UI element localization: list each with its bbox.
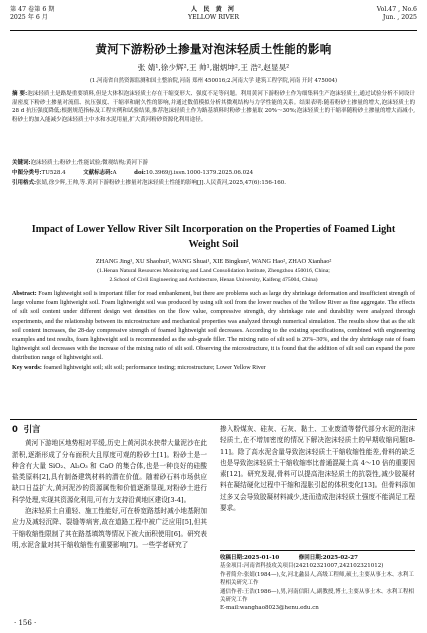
header-center bbox=[10, 6, 417, 22]
volume-en: Vol.47 , No.6 bbox=[376, 6, 417, 13]
email: E-mail:wanghao8023@henu.edu.cn bbox=[220, 605, 319, 612]
journal-name-en: YELLOW RIVER bbox=[188, 14, 239, 21]
received-text: 收稿日期:2025-01-10 bbox=[220, 555, 280, 561]
header-right bbox=[377, 6, 417, 22]
abstract-rule bbox=[10, 419, 417, 420]
keywords-cn-label: 关键词: bbox=[12, 160, 31, 166]
fund-info: 基金项目:河南省科技攻关项目(242102321007,242102321012) bbox=[220, 563, 384, 570]
clc-label: 中图分类号: bbox=[12, 170, 42, 176]
body-paragraph: 掺入粉煤灰、硅灰、石灰、黏土、工业废渣等替代部分水泥的泡沫轻质土,在不增加密度的情况下解决泡沫轻质土的早期收缩问题[8-11]。除了高水泥含量导致泡沫轻质土干缩收缩性能差,骨料的缺乏也是导致泡沫轻质土干缩收缩率比普通混凝土高 4～10 倍的重要因素[12]。研究发现,骨料可以提高泡沫轻质土的抗裂性,减少胶凝材料在凝结硬化过程中干缩和湿胀引起的体积变化[13]。但骨料添加过多又会导致胶凝材料减少,进而造成泡沫轻质土强度不能满足工程要求。 bbox=[220, 425, 415, 513]
section-number: 0 bbox=[12, 424, 18, 434]
affiliation-en-2: 2.School of Civil Engineering and Architecture, Henan University, Kaifeng 475004, China) bbox=[109, 277, 318, 283]
title-en: Impact of Lower Yellow River Silt Incorporation on the Properties of Foamed Light Weight Soil bbox=[31, 224, 396, 250]
revised-text: 修回日期:2025-02-27 bbox=[298, 555, 358, 561]
abstract-en bbox=[12, 290, 415, 373]
abstract-cn-label: 摘 要: bbox=[12, 91, 28, 97]
journal-name-cn: 人 民 黄 河 bbox=[190, 6, 237, 13]
doi-value: 10.3969/j.issn.1000-1379.2025.06.024 bbox=[145, 170, 254, 176]
keywords-cn-text: 泡沫轻质土;粉砂土;性能试验;微观结构;黄河下游 bbox=[30, 160, 148, 166]
keywords-en-text: foamed lightweight soil; silt soil; performance testing; microstructure; Lower Yellow River bbox=[43, 364, 266, 371]
received-date bbox=[220, 554, 415, 562]
classification-line bbox=[12, 169, 415, 178]
abstract-cn-text: 泡沫轻质土是路堤重要填料,但是大体积泡沫轻质土存在干缩变形大、强度不足等问题。利用黄河下游粉砂土作为细集料生产泡沫轻质土,通过试验分析不同设计湿密度下粉砂土掺量对流值、抗压强度、干缩率和耐久性的影响,并通过数值模拟分析其微观结构与力学性能的关系。结果表明:随着粉砂土掺量的增大,泡沫轻质土的 28 d 抗压强度降低;根据规范指标及工程实例和试验结果,推荐泡沫轻质土作为路基填料时粉砂土掺量取 20%～30%;泡沫轻质土的干缩率随粉砂土掺量的增大而减小,粉砂土的加入能减少泡沫轻质土中水和水泥用量,扩大黄河粉砂资源化利用途径。 bbox=[12, 91, 415, 123]
running-header bbox=[10, 6, 417, 28]
date-cn: 2025 年 6 月 bbox=[10, 14, 48, 21]
authors-en: ZHANG Jing¹, XU Shaohui², WANG Shuai¹, XIE Bingkun², WANG Hao², ZHAO Xianhao² bbox=[95, 258, 332, 265]
affiliation-en-1: (1.Henan Natural Resources Monitoring and Land Consolidation Institute, Zhengzhou 450016, China; bbox=[97, 268, 330, 274]
doc-code-label: 文献标志码: bbox=[83, 170, 113, 176]
affiliation-cn: (1.河南省自然资源监测和国土整治院,河南 郑州 450016;2.河南大学 建筑工程学院,河南 开封 475004) bbox=[89, 78, 338, 84]
body-column-left bbox=[12, 424, 207, 551]
authors-cn: 张 婧¹,徐少辉²,王 帅¹,谢炳坤²,王 浩²,赵显昊² bbox=[137, 63, 290, 72]
page-number: · 156 · bbox=[14, 619, 37, 627]
author-bio: 作者简介:张婧(1984—),女,河北蠡县人,高级工程师,硕士,主要从事土木、水利工程相关研究工作 bbox=[220, 571, 414, 587]
keywords-cn bbox=[12, 159, 415, 168]
section-title: 引言 bbox=[23, 424, 41, 434]
abstract-en-label: Abstract: bbox=[12, 291, 37, 297]
date-en: Jun. , 2025 bbox=[382, 14, 417, 21]
body-paragraph: 黄河下游地区地势相对平缓,历史上黄河洪水挟带大量泥沙在此淤积,逐渐形成了分布面积大且厚度可观的粉砂土[1]。粉砂土是一种含有大量 SiO₂、Al₂O₃ 和 CaO 的集合体,也是一种良好的硅酸盐类原料[2],具有制备建筑材料的潜在价值。随着砂石料市场供应缺口日益扩大,黄河泥沙的资源属性和价值逐渐显现,对粉砂土进行科学处理,实现其资源化利用,可有力支持沿黄地区建设[3-4]。 bbox=[12, 439, 207, 504]
volume-cn: 第 47 卷第 6 期 bbox=[10, 6, 55, 13]
doi-label: doi: bbox=[134, 170, 146, 176]
footnote-block bbox=[220, 550, 415, 613]
corresponding-author: 通信作者:王浩(1986—),男,河南信阳人,副教授,博士,主要从事土木、水利工程相关研究工作 bbox=[220, 588, 414, 604]
body-column-right bbox=[220, 424, 415, 514]
title-cn: 黄河下游粉砂土掺量对泡沫轻质土性能的影响 bbox=[95, 42, 332, 56]
body-paragraph: 泡沫轻质土自重轻、施工性能好,可在桥宽路基时减小地基附加应力及减轻沉降、裂缝等病害,故在道路工程中被广泛应用[5],但其干缩收缩性限制了其在路基填筑等情况下被大面积使用[6]。研究表明,水泥含量对其干缩收缩性有重要影响[7]。一些学者研究了 bbox=[12, 507, 207, 549]
citation-cn-text: 张婧,徐少辉,王帅,等.黄河下游粉砂土掺量对泡沫轻质土性能的影响[J].人民黄河,2025,47(6):156-160. bbox=[36, 180, 287, 186]
section-heading bbox=[12, 424, 207, 435]
doc-code-value: A bbox=[112, 170, 117, 176]
keywords-en-label: Key words: bbox=[12, 364, 42, 371]
citation-cn bbox=[12, 179, 415, 188]
header-rule bbox=[10, 30, 417, 31]
clc-value: TU528.4 bbox=[41, 170, 66, 176]
citation-cn-label: 引用格式: bbox=[12, 180, 37, 186]
keywords-en bbox=[12, 364, 415, 373]
abstract-cn bbox=[12, 90, 415, 124]
abstract-en-text: Foam lightweight soil is important filler for road embankment, but there are problems such as large dry shrinkage deformation and insufficient strength of large volume foam lightweight soil. Foam lightweight soil was produced by using silt soil from the lower reaches of the Yellow River as fine aggregate. The effects of silt soil content under different design wet densities on the flow value, compressive strength, dry shrinkage rate and durability were analyzed through experiments, and the relationship between its microstructure and mechanical properties was analyzed through numerical simulation. The results show that as the silt soil content increases, the 28-day compressive strength of foamed lightweight soil decreases. According to the existing specifications, combined with engineering examples and test results, foam lightweight soil is recommended as the sub-grade filler. The mixing ratio of silt soil is 20%–30%, and the dry shrinkage rate of foam lightweight soil decreases with the increase of the mixing ratio of silt soil. Observing the microstructure, it is found that the addition of silt soil can expand the pore distribution range of lightweight soil. bbox=[12, 291, 415, 362]
